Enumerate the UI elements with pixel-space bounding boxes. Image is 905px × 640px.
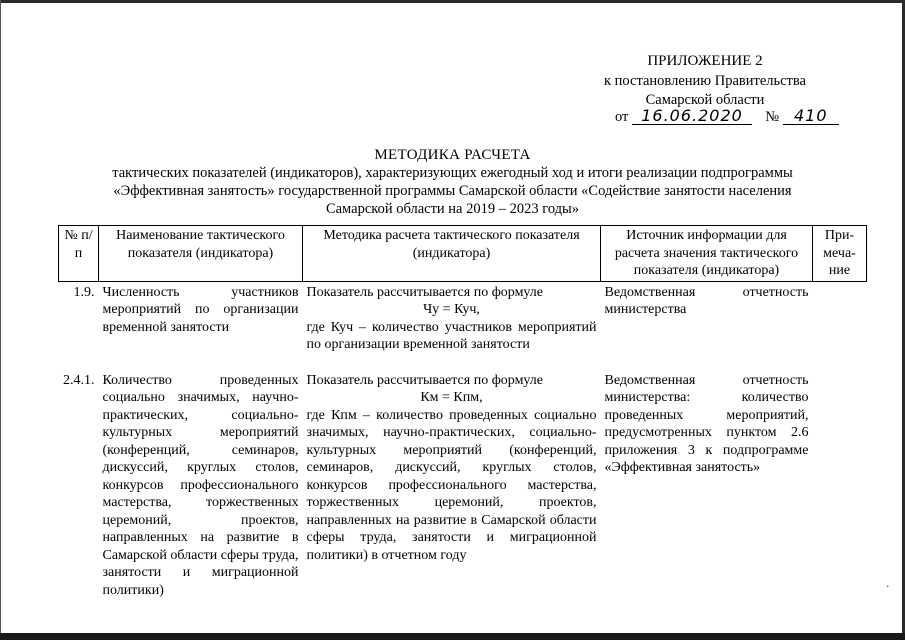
heading-line-2: «Эффективная занятость» государственной программы Самарской области «Содействие занятости населения	[113, 183, 792, 199]
method-description: где Кпм – количество проведенных социально значимых, научно-практических, социально-культурных мероприятий (конференций, семинаров, дискуссий, круглых столов, конкурсов профессионального мастерства, торжественных церемоний, проектов, направленных на развитие в Самарской области сферы труда, занятости и миграционной политики) в отчетном году	[306, 407, 597, 563]
appendix-line-1: к постановлению Правительства	[604, 73, 806, 89]
resolution-date-number	[615, 107, 839, 126]
row-num: 1.9.	[73, 284, 95, 300]
heading-line-3: Самарской области на 2019 – 2023 годы»	[325, 201, 580, 217]
method-intro: Показатель рассчитывается по формуле	[306, 284, 544, 300]
header-method: Методика расчета тактического показателя (индикатора)	[303, 226, 601, 282]
heading-line-1: тактических показателей (индикаторов), характеризующих ежегодный ход и итоги реализации подпрограммы	[112, 165, 793, 181]
method-formula: Км = Кпм,	[420, 390, 483, 405]
header-source: Источник информации для расчета значения тактического показателя (индикатора)	[601, 226, 813, 282]
header-note: При-меча-ние	[813, 226, 867, 282]
date-prefix: от	[615, 109, 629, 125]
handwritten-number: 410	[783, 107, 839, 125]
number-prefix: №	[765, 109, 780, 125]
method-description: где Куч – количество участников мероприятий по организации временной занятости	[306, 319, 597, 352]
table-row	[59, 281, 867, 372]
header-num: № п/п	[59, 226, 99, 282]
table-header-row	[59, 226, 867, 282]
row-name: Численность участников мероприятий по организации временной занятости	[102, 284, 299, 335]
handwritten-date: 16.06.2020	[632, 107, 752, 125]
method-intro: Показатель рассчитывается по формуле	[306, 372, 544, 388]
row-name: Количество проведенных социально значимых, научно-практических, социально-культурных мероприятий (конференций, семинаров, дискуссий, круглых столов, конкурсов профессионального мастерства, торжественных церемоний, проектов, направленных на развитие в Самарской области сферы труда, занятости и миграционной политики)	[102, 372, 299, 598]
table-row	[59, 372, 867, 600]
appendix-block	[585, 52, 825, 110]
heading-title: МЕТОДИКА РАСЧЕТА	[374, 147, 531, 163]
scan-edge-top	[0, 0, 905, 3]
row-num: 2.4.1.	[63, 372, 95, 388]
appendix-title: ПРИЛОЖЕНИЕ 2	[647, 53, 763, 69]
row-source: Ведомственная отчетность министерства: количество проведенных мероприятий, предусмотренных пунктом 2.6 приложения 3 к подпрограмме «Эффективная занятость»	[604, 372, 809, 475]
document-heading	[0, 146, 905, 218]
appendix-line-2: Самарской области	[645, 92, 765, 108]
scan-edge-bottom	[0, 633, 905, 640]
row-note	[813, 372, 867, 600]
header-name: Наименование тактического показателя (индикатора)	[99, 226, 303, 282]
indicators-table	[58, 225, 867, 599]
scan-edge-left	[0, 0, 1, 640]
method-formula: Чу = Куч,	[423, 302, 480, 317]
row-source: Ведомственная отчетность министерства	[604, 284, 809, 317]
scan-speck: ·	[886, 580, 890, 593]
row-method	[303, 372, 601, 600]
row-method	[303, 281, 601, 372]
row-note	[813, 281, 867, 372]
